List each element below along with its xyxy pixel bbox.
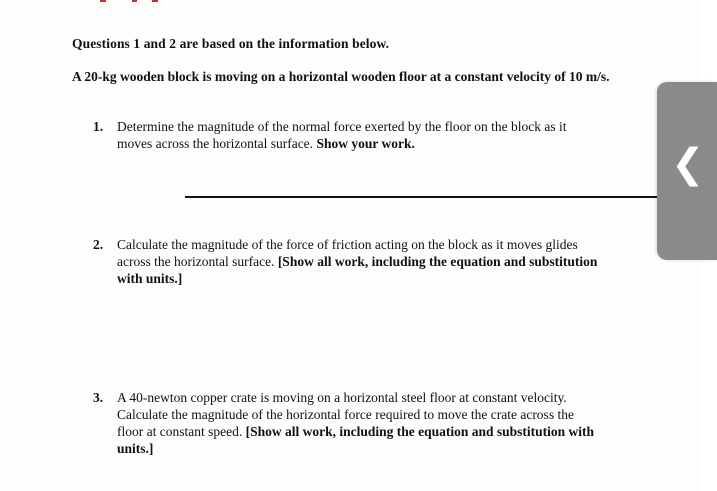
- side-panel-toggle-button[interactable]: [657, 82, 717, 260]
- question-instruction: [Show all work, including the equation and substitution with units.]: [117, 254, 598, 286]
- question-text: [117, 236, 603, 287]
- section-heading: Questions 1 and 2 are based on the information below.: [72, 36, 390, 51]
- question-instruction: Show your work.: [316, 136, 415, 151]
- intro-paragraph: A 20-kg wooden block is moving on a horizontal wooden floor at a constant velocity of 10 m/s.: [72, 69, 610, 84]
- question-instruction: [Show all work, including the equation and substitution with units.]: [117, 424, 595, 456]
- question-number: 2.: [93, 237, 104, 252]
- top-edge-mark: [100, 0, 160, 3]
- question-text: [117, 118, 603, 152]
- chevron-left-icon: ❮: [671, 141, 705, 187]
- question-number: 3.: [93, 390, 104, 405]
- question-body: Calculate the magnitude of the force of friction acting on the block as it moves glides across the horizontal surface.: [117, 237, 578, 269]
- question-number: 1.: [93, 119, 104, 134]
- question-body: A 40-newton copper crate is moving on a horizontal steel floor at constant velocity. Calculate the magnitude of the horizontal force required to move the crate across the floor at constant speed.: [117, 390, 574, 439]
- question-text: [117, 389, 603, 457]
- question-body: Determine the magnitude of the normal force exerted by the floor on the block as it moves across the horizontal surface.: [117, 119, 567, 151]
- answer-line: [185, 196, 665, 198]
